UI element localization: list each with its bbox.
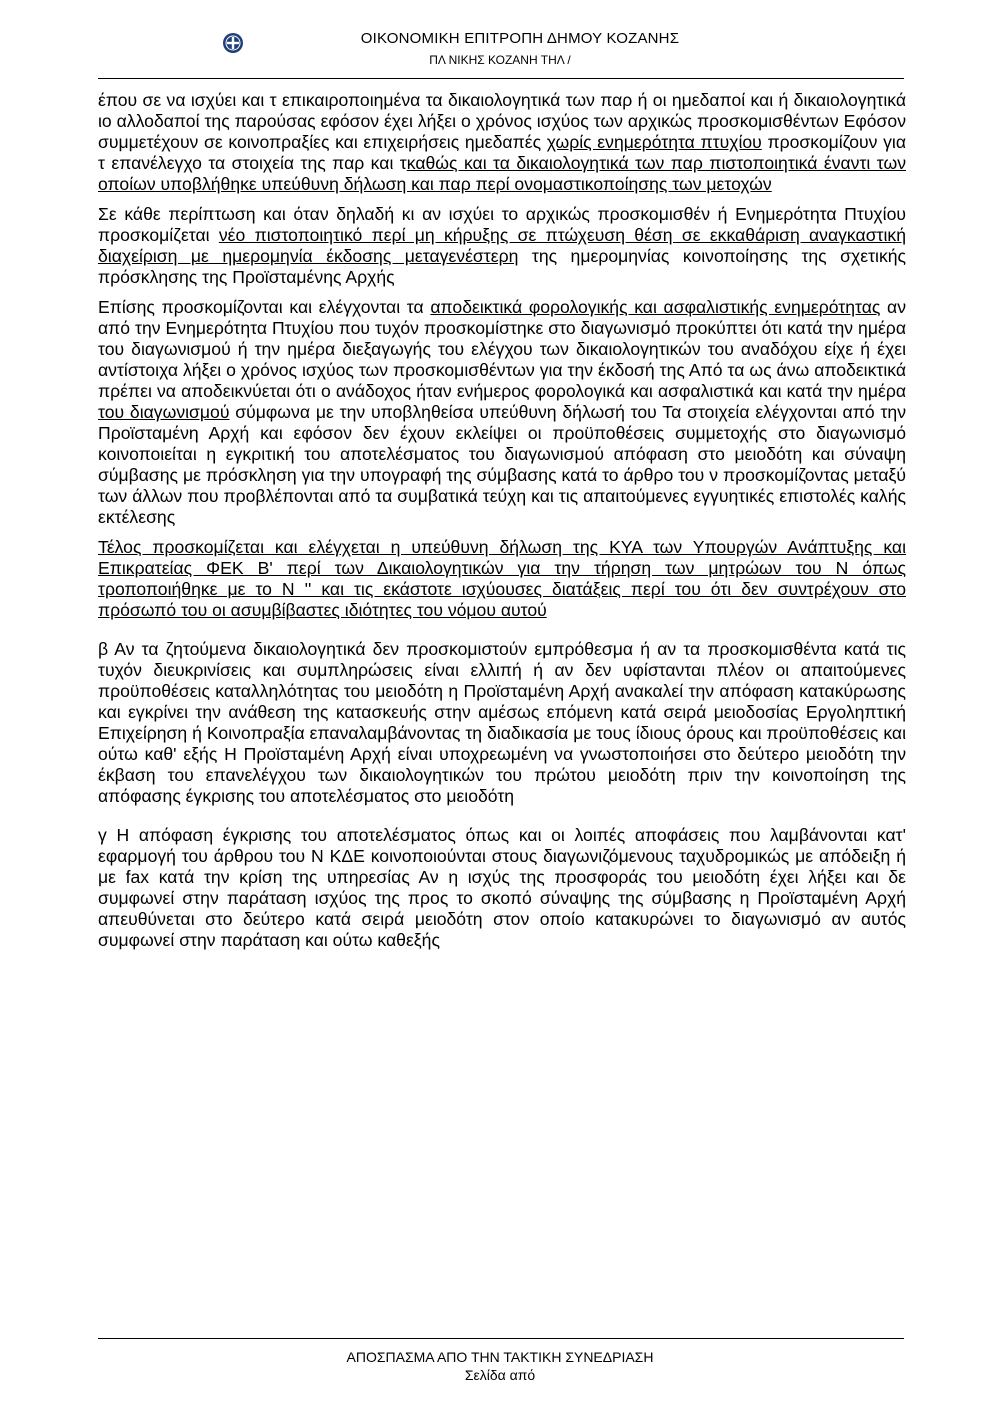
paragraph-2 [98,204,906,288]
underlined-text: του διαγωνισμού [98,402,230,422]
paragraph-6: γ Η απόφαση έγκρισης του αποτελέσματος όπως και οι λοιπές αποφάσεις που λαμβάνονται κατ' εφαρμογή του άρθρου του Ν ΚΔΕ κοινοποιούνται στους διαγωνιζόμενους ταχυδρομικώς με απόδειξη ή με fax κατά την κρίση της υπηρεσίας Αν η ισχύς της προσφοράς του μειοδότη έχει λήξει και δε συμφωνεί στην παράταση ισχύος της προς το σκοπό σύναψης της σύμβασης η Προϊσταμένη Αρχή απευθύνεται στο δεύτερο κατά σειρά μειοδότη στον οποίο κατακυρώνει το διαγωνισμό αν αυτός συμφωνεί στην παράταση και ούτω καθεξής [98,825,906,950]
footer-title: ΑΠΟΣΠΑΣΜΑ ΑΠΟ ΤΗΝ ΤΑΚΤΙΚΗ ΣΥΝΕΔΡΙΑΣΗ [346,1349,654,1365]
text-run: Σε κάθε περίπτωση και όταν δηλαδή κι αν ισχύει το αρχικώς προσκομισθέν ή Ενημερότητα Πτυχίου προσκομίζεται [98,204,906,245]
underlined-text: αποδεικτικά φορολογικής και ασφαλιστικής ενημερότητας [430,297,881,317]
header-divider [98,78,904,79]
header-title: ΟΙΚΟΝΟΜΙΚΗ ΕΠΙΤΡΟΠΗ ΔΗΜΟΥ ΚΟΖΑΝΗΣ [360,30,680,47]
text-run: Επίσης προσκομίζονται και ελέγχονται τα [98,297,431,317]
underlined-text: νέο πιστοποιητικό περί μη κήρυξης σε πτώχευση θέση σε εκκαθάριση αναγκαστική διαχείριση με ημερομηνία έκδοσης μεταγενέστερη [98,225,906,266]
paragraph-1 [98,90,906,195]
footer-divider [98,1338,904,1339]
text-run: της ημερομηνίας κοινοποίησης της σχετικής πρόσκλησης της Προϊσταμένης Αρχής [98,246,907,287]
paragraph-5: β Αν τα ζητούμενα δικαιολογητικά δεν προσκομιστούν εμπρόθεσμα ή αν τα προσκομισθέντα κατά τις τυχόν διευκρινίσεις και συμπληρώσεις είναι ελλιπή ή αν δεν υφίστανται πλέον οι απαιτούμενες προϋποθέσεις καταλληλότητας του μειοδότη η Προϊσταμένη Αρχή ανακαλεί την απόφαση κατακύρωσης και εγκρίνει την ανάθεση της κατασκευής στην αμέσως επόμενη κατά σειρά μειοδοσίας Εργοληπτική Επιχείρηση ή Κοινοπραξία επαναλαμβάνοντας τη διαδικασία με τους ίδιους όρους και προϋποθέσεις και ούτω καθ' εξής Η Προϊσταμένη Αρχή είναι υποχρεωμένη να γνωστοποιήσει στο δεύτερο μειοδότη την έκβαση του επανελέγχου των δικαιολογητικών του πρώτου μειοδότη πριν την κοινοποίηση της απόφασης έγκρισης του αποτελέσματος στο μειοδότη [98,639,906,806]
text-run: σύμφωνα με την υποβληθείσα υπεύθυνη δήλωσή του Τα στοιχεία ελέγχονται από την Προϊσταμένη Αρχή και εφόσον δεν έχουν εκλείψει οι προϋποθέσεις συμμετοχής στο διαγωνισμό κοινοποιείται η εγκριτική του αποτελέσματος του διαγωνισμού απόφαση στο μειοδότη και σύναψη σύμβασης με πρόσκληση για την υπογραφή της σύμβασης κατά το άρθρο του ν προσκομίζοντας μεταξύ των άλλων που προβλέπονται από τα συμβατικά τεύχη και τις απαιτούμενες εγγυητικές επιστολές καλής εκτέλεσης [98,402,906,527]
page-footer [0,1348,1000,1384]
coat-of-arms-icon [222,32,244,54]
underlined-text: χωρίς ενημερότητα πτυχίου [546,132,762,152]
paragraph-4 [98,537,906,621]
text-run: αν από την Ενημερότητα Πτυχίου που τυχόν προσκομίστηκε στο διαγωνισμό προκύπτει ότι κατά την ημέρα του διαγωνισμού ή την ημέρα διεξαγωγής του ελέγχου των δικαιολογητικών του αναδόχου είχε ή έχει αντίστοιχα λήξει ο χρόνος ισχύος των προσκομισθέντων για την έκδοσή της Από τα ως άνω αποδεικτικά πρέπει να αποδεικνύεται ότι ο ανάδοχος ήταν ενήμερος φορολογικά και ασφαλιστικά και κατά την ημέρα [98,297,906,401]
paragraph-3 [98,297,906,528]
underlined-text: Τέλος προσκομίζεται και ελέγχεται η υπεύθυνη δήλωση της ΚΥΑ των Υπουργών Ανάπτυξης και Επικρατείας ΦΕΚ Β' περί των Δικαιολογητικών για την τήρηση των μητρώων του Ν όπως τροποποιήθηκε με το Ν '' και τις εκάστοτε ισχύουσες διατάξεις περί του ότι δεν συντρέχουν στο πρόσωπό του οι ασυμβίβαστες ιδιότητες του νόμου αυτού [98,537,906,620]
header-subtitle: ΠΛ ΝΙΚΗΣ ΚΟΖΑΝΗ ΤΗΛ / [429,53,571,67]
page-header [0,30,1000,67]
text-run: έπου σε να ισχύει και τ επικαιροποιημένα τα δικαιολογητικά των παρ ή οι ημεδαποί και ή δικαιολογητικά ιο αλλοδαποί της παρούσας εφόσον έχει λήξει ο χρόνος ισχύος των αρχικώς προσκομισθέντων Εφόσον συμμετέχουν σε κοινοπραξίες και επιχειρήσεις ημεδαπές [98,90,906,152]
document-body [98,90,906,960]
page-number: Σελίδα από [464,1367,536,1383]
text-run: προσκομίζουν για τ επανέλεγχο τα στοιχεία της παρ και τ [98,132,906,173]
underlined-text: καθώς και τα δικαιολογητικά των παρ πιστοποιητικά έναντι των οποίων υποβλήθηκε υπεύθυνη δήλωση και παρ περί ονομαστικοποίησης των μετοχών [98,153,907,194]
